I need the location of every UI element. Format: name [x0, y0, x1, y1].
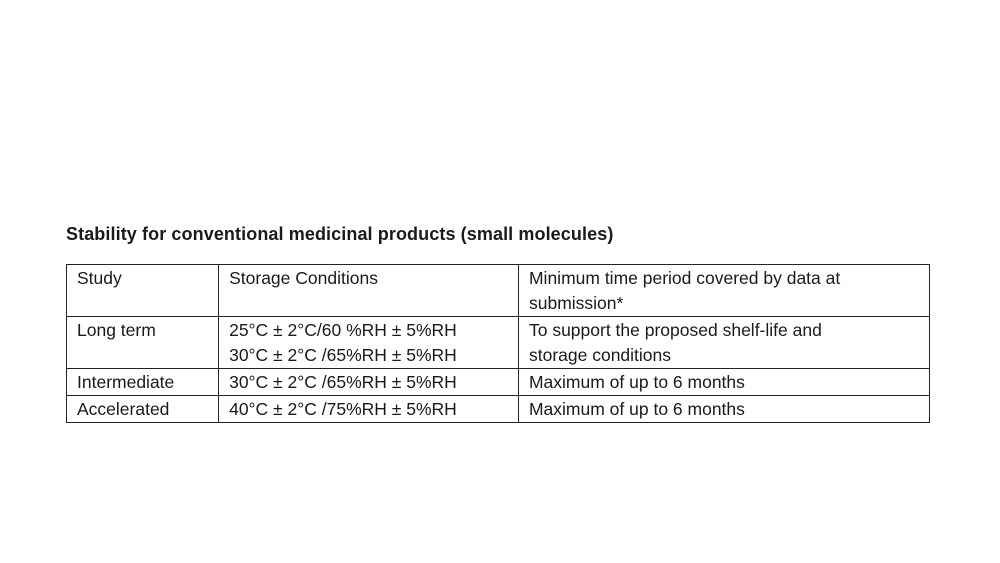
table-row-accelerated: [67, 396, 930, 423]
minimum-time-line-1: Maximum of up to 6 months: [528, 372, 745, 392]
minimum-time-line-2: storage conditions: [528, 345, 672, 365]
header-minimum-time-line-2: submission*: [528, 293, 624, 313]
study-name: Accelerated: [77, 399, 170, 419]
stability-table: [66, 264, 930, 423]
study-name: Long term: [77, 320, 156, 340]
header-study-label: Study: [77, 268, 122, 288]
header-study: [67, 265, 219, 317]
table-header-row: [67, 265, 930, 317]
table-row-long-term: [67, 317, 930, 369]
minimum-time-cell: [518, 396, 929, 423]
condition-line-2: 30°C ± 2°C /65%RH ± 5%RH: [229, 345, 457, 365]
study-cell: [67, 396, 219, 423]
minimum-time-cell: [518, 317, 929, 369]
table-title: Stability for conventional medicinal products (small molecules): [66, 224, 614, 244]
minimum-time-cell: [518, 369, 929, 396]
condition-line-1: 25°C ± 2°C/60 %RH ± 5%RH: [229, 320, 457, 340]
condition-line-1: 30°C ± 2°C /65%RH ± 5%RH: [229, 372, 457, 392]
header-minimum-time: [518, 265, 929, 317]
header-storage-conditions: [219, 265, 519, 317]
table-row-intermediate: [67, 369, 930, 396]
header-minimum-time-line-1: Minimum time period covered by data at: [528, 268, 841, 288]
header-storage-conditions-label: Storage Conditions: [229, 268, 378, 288]
study-name: Intermediate: [77, 372, 175, 392]
conditions-cell: [219, 317, 519, 369]
condition-line-1: 40°C ± 2°C /75%RH ± 5%RH: [229, 399, 457, 419]
conditions-cell: [219, 369, 519, 396]
minimum-time-line-1: Maximum of up to 6 months: [528, 399, 745, 419]
conditions-cell: [219, 396, 519, 423]
study-cell: [67, 369, 219, 396]
study-cell: [67, 317, 219, 369]
minimum-time-line-1: To support the proposed shelf-life and: [528, 320, 822, 340]
